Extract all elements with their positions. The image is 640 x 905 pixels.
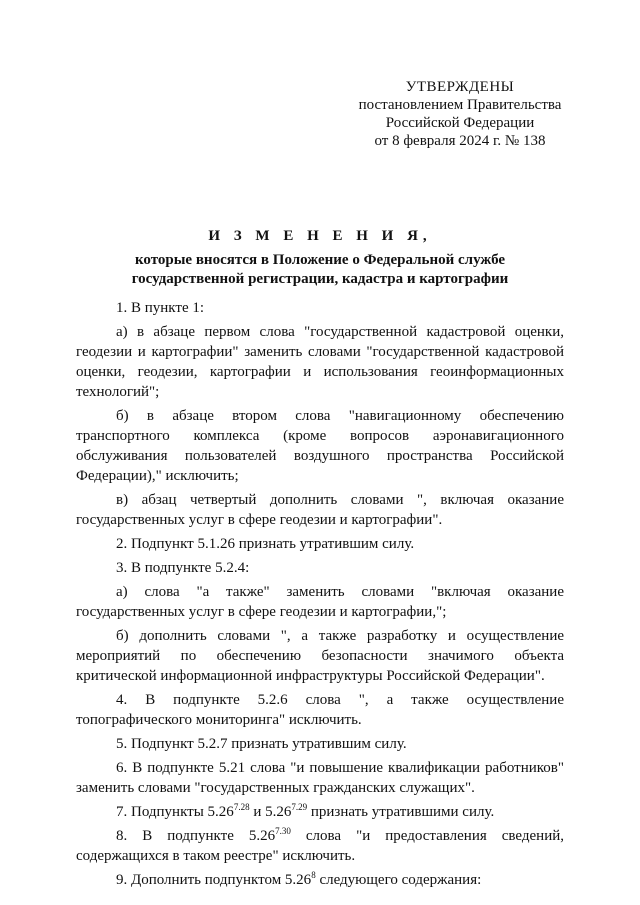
- paragraph-item-4: 4. В подпункте 5.2.6 слова ", а также осуществление топографического мониторинга" исключить.: [76, 692, 564, 728]
- item-text: 8. В подпункте 5.26: [116, 828, 276, 844]
- paragraph-item-1a: а) в абзаце первом слова "государственной кадастровой оценки, геодезии и картографии" заменить словами "государственной кадастровой оценки, геодезии, картографии и использования геоинформационных технологий";: [76, 324, 564, 400]
- paragraph-item-8: [76, 826, 564, 866]
- paragraph-item-5: 5. Подпункт 5.2.7 признать утратившим силу.: [116, 736, 407, 752]
- document-title: И З М Е Н Е Н И Я,: [208, 228, 432, 244]
- item-text: следующего содержания:: [315, 872, 482, 888]
- paragraph-item-6: 6. В подпункте 5.21 слова "и повышение квалификации работников" заменить словами "государственных гражданских служащих".: [76, 760, 564, 796]
- item-text: 7. Подпункты 5.26: [116, 804, 234, 820]
- superscript: 8: [311, 870, 316, 880]
- approval-line: Российской Федерации: [385, 115, 535, 131]
- document-subtitle: которые вносятся в Положение о Федеральной службе: [134, 252, 506, 268]
- superscript: 7.29: [291, 802, 308, 812]
- paragraph-item-1b: б) в абзаце втором слова "навигационному обеспечению транспортного комплекса (кроме вопросов аэронавигационного обслуживания пользователей воздушного пространства Российской Федерации)," исключить;: [76, 408, 564, 484]
- document-body: [76, 298, 564, 894]
- approval-line: постановлением Правительства: [358, 97, 562, 113]
- approval-title: УТВЕРЖДЕНЫ: [405, 79, 515, 95]
- superscript: 7.30: [275, 826, 291, 836]
- item-text: 9. Дополнить подпунктом 5.26: [116, 872, 312, 888]
- paragraph-item-1c: в) абзац четвертый дополнить словами ", включая оказание государственных услуг в сфере геодезии и картографии".: [76, 492, 564, 528]
- paragraph-item-9: [76, 870, 564, 890]
- paragraph-item-3a: а) слова "а также" заменить словами "включая оказание государственных услуг в сфере геодезии и картографии,";: [76, 584, 564, 620]
- item-text: и 5.26: [249, 804, 292, 820]
- paragraph-item-1: 1. В пункте 1:: [116, 300, 205, 316]
- superscript: 7.28: [233, 802, 250, 812]
- approval-stamp: [340, 78, 580, 150]
- paragraph-item-2: 2. Подпункт 5.1.26 признать утратившим силу.: [116, 536, 415, 552]
- approval-date: от 8 февраля 2024 г. № 138: [374, 133, 546, 149]
- document-subtitle: государственной регистрации, кадастра и картографии: [131, 271, 509, 287]
- paragraph-item-3b: б) дополнить словами ", а также разработку и осуществление мероприятий по обеспечению безопасности значимого объекта критической информационной инфраструктуры Российской Федерации".: [76, 628, 564, 684]
- paragraph-item-3: 3. В подпункте 5.2.4:: [116, 560, 250, 576]
- item-text: слова "и предоставления сведений, содержащихся в таком реестре" исключить.: [76, 828, 564, 864]
- item-text: признать утратившими силу.: [307, 804, 495, 820]
- document-heading: [76, 226, 564, 289]
- paragraph-item-7: [76, 802, 564, 822]
